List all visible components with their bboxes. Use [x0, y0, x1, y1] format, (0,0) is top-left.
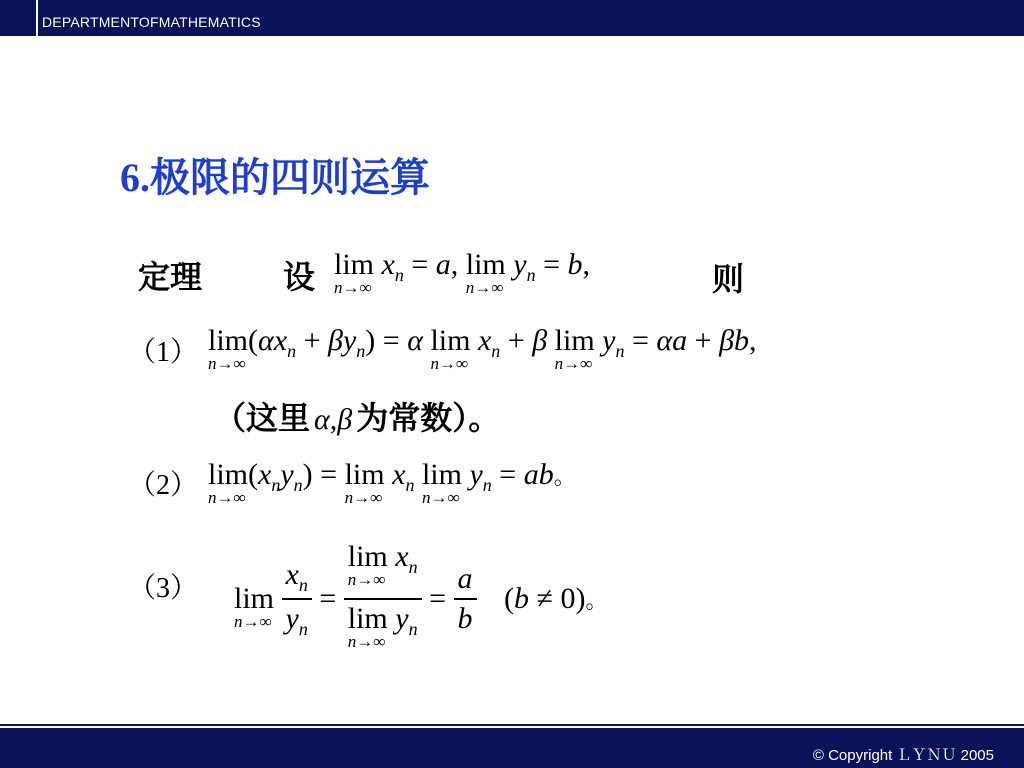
- note-close: 为常数）。: [356, 399, 501, 437]
- theorem-hypothesis: lim n→∞ $x_n = a$, lim n→∞ $y_n = b$,: [334, 248, 591, 297]
- note-open: （这里: [214, 399, 311, 437]
- fraction-ab: $\frac{a}{b}$: [454, 562, 477, 636]
- footer-bar: [0, 724, 1024, 768]
- formula-2: lim n→∞ $(x_ny_n) = \lim$ n→∞ $x_n$ lim n→∞ $y_n$ = ab。: [208, 458, 576, 507]
- fraction-xy: $\frac{x_n}{y_n}$: [282, 558, 312, 640]
- title-text: 极限的四则运算: [150, 154, 430, 201]
- lim-operator: lim n→∞: [465, 248, 506, 297]
- lim-operator: lim n→∞: [234, 582, 275, 631]
- period-mark: 。: [585, 588, 608, 613]
- department-name: DEPARTMENTOFMATHEMATICS: [42, 14, 261, 30]
- lim-operator: lim n→∞: [344, 458, 385, 507]
- lim-operator: lim n→∞: [430, 324, 471, 373]
- fraction-lim: lim n→∞ $x_n$ lim n→∞ $y_n$: [344, 540, 422, 658]
- header-rule: [0, 36, 1024, 38]
- condition: (b ≠ 0)。: [504, 582, 608, 615]
- constants-note: [214, 393, 500, 439]
- period-mark: 。: [553, 464, 576, 489]
- lim-operator: lim n→∞: [554, 324, 595, 373]
- lim-operator: lim n→∞: [208, 324, 249, 373]
- item-2-label: （2）: [128, 470, 199, 501]
- lim-operator: lim n→∞: [421, 458, 462, 507]
- lim-operator: lim n→∞: [208, 458, 249, 507]
- lim-operator: lim n→∞: [334, 248, 375, 297]
- copyright-text: © Copyright ＬＹＮＵ 2005: [812, 747, 994, 764]
- title-number: 6.: [120, 155, 150, 200]
- formula-3: lim n→∞ $\frac{x_n}{y_n}$ = lim n→∞ $x_n$ lim n→∞ $y_n$ = $\frac{a}{b}$ (b ≠ 0)。: [234, 540, 608, 658]
- lim-operator: lim n→∞: [347, 540, 388, 589]
- formula-1: lim n→∞ $(\alpha x_n + \beta y_n) = \alpha$ lim n→∞ $x_n + \beta$ lim n→∞ $y_n = \alpha a + \beta b$,: [208, 324, 757, 373]
- header-bar: [0, 0, 1024, 38]
- footer-rule: [0, 726, 1024, 728]
- theorem-label: 定理: [138, 258, 203, 296]
- theorem-then: 则: [712, 260, 745, 298]
- lim-operator: lim n→∞: [347, 602, 388, 651]
- item-1-label: （1）: [128, 337, 199, 368]
- item-3-label: （3）: [128, 573, 199, 604]
- slide-title: [120, 146, 430, 203]
- header-separator: [36, 0, 38, 38]
- note-symbols: α,β: [314, 403, 353, 436]
- theorem-let: 设: [283, 258, 316, 296]
